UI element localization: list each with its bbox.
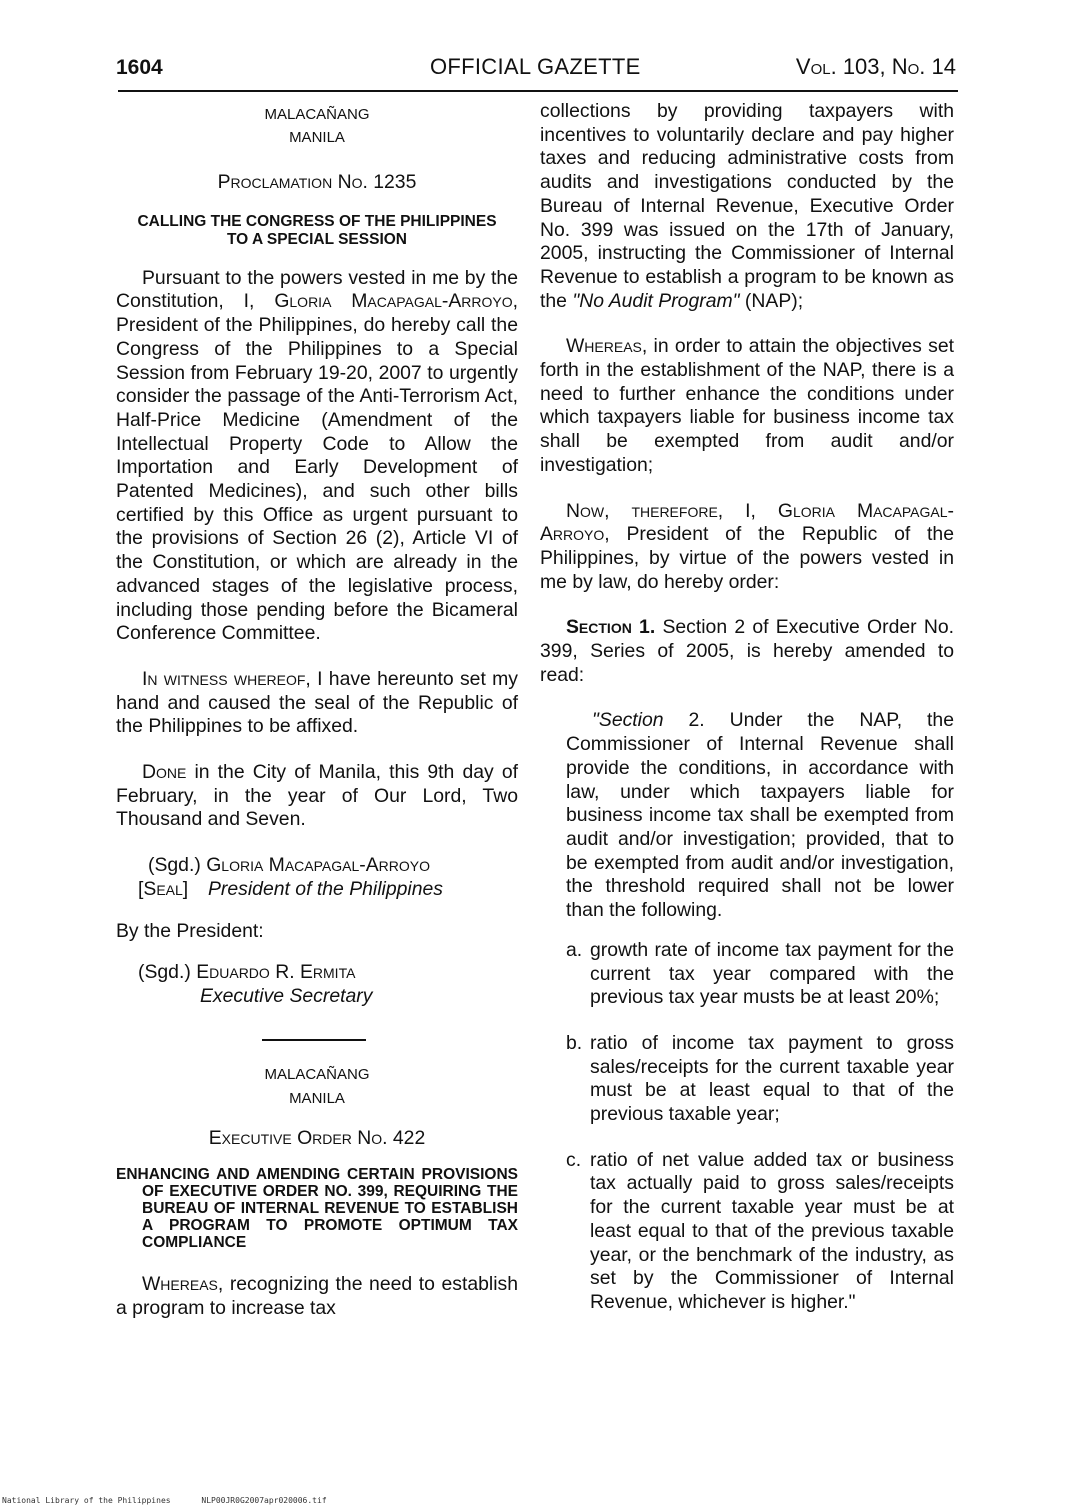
footer-library: National Library of the Philippines [2,1496,171,1505]
proclamation-body-lead: Pursuant to the powers vested in me by the Constitution, I, [116,266,518,313]
whereas-1-lead: Whereas [142,1273,218,1296]
sgd2-label: (Sgd.) [138,961,191,984]
eo-caption: ENHANCING AND AMENDING CERTAIN PROVISIONS OF EXECUTIVE ORDER NO. 399, REQUIRING THE BUREAU OF INTERNAL REVENUE TO ESTABLISH A PROGRAM TO PROMOTE OPTIMUM TAX COMPLIANCE [116,1166,518,1252]
list-item-text: ratio of net value added tax or business tax actually paid to gross sales/receipts for the current taxable year must be at least equal to that of the previous taxable year, or the benchmark of the industry, as set by the Commissioner of Internal Revenue, whichever is higher." [590,1148,954,1313]
by-president: By the President: [116,919,264,942]
page-header [112,52,958,82]
secretary-signature-block [138,961,518,1008]
now-name: Gloria Macapagal-Arroyo [540,499,954,546]
list-item-letter: c. [566,1148,582,1171]
signatory-name: Gloria Macapagal-Arroyo [206,854,431,877]
nap-name: "No Audit Program" [572,289,740,312]
now-mid: , I, [717,499,756,522]
done-lead: Done [142,761,187,784]
eo-city: MANILA [289,1089,345,1107]
whereas-2 [540,335,954,477]
proclamation-body-rest: , President of the Philippines, do hereby call the Congress of the Philippines to a Special Session from February 19-20, 2007 to urgently consider the passage of the Anti-Terrorism Act, Half-Price Medicine (Amendment of the Intellectual Property Code to Allow the Importation and Early Development of Patented Medicines), and such other bills certified by this Office as urgent pursuant to the provisions of Section 26 (2), Article VI of the Constitution, or which are already in the advanced stages of the legislative process, including those pending before the Bicameral Conference Committee. [116,290,518,645]
seal-label: [Seal] [138,877,189,900]
signatory-title: President of the Philippines [208,877,443,900]
whereas-1-right-a: collections by providing taxpayers with incentives to voluntarily declare and pay higher taxes and reducing administrative costs from audits and investigations conducted by the Bureau of Internal Revenue, Executive Order No. 399 was issued on the 17th of January, 2005, instructing the Commissioner of Internal Revenue to establish a program to be known as the [540,100,954,312]
right-column [540,100,954,1315]
secretary-name: Eduardo R. Ermita [196,961,356,984]
list-item [540,1032,954,1127]
witness-rest: , I have hereunto set my hand and caused the seal of the Republic of the Philippines to be affixed. [116,667,518,738]
done-clause [116,761,518,832]
volume-issue: Vol. 103, No. 14 [795,54,956,79]
amended-section [540,709,954,922]
left-column [116,100,518,1321]
list-item-text: ratio of income tax payment to gross sales/receipts for the current taxable year must be at least equal to that of the previous taxable year; [590,1031,954,1126]
whereas-1-right-b: (NAP); [739,289,804,312]
page-number: 1604 [116,56,163,79]
proclamation-title: Proclamation No. 1235 [217,171,417,193]
list-item [540,939,954,1010]
president-name: Gloria Macapagal-Arroyo [274,290,513,313]
threshold-list [540,939,954,1315]
footer-file: NLP00JR0G2007apr020006.tif [201,1496,327,1505]
list-item-text: growth rate of income tax payment for the current tax year compared with the previous tax year musts be at least 20%; [590,938,954,1009]
now-rest: , President of the Republic of the Philippines, by virtue of the powers vested in me by law, do hereby order: [540,523,954,593]
secretary-title: Executive Secretary [200,984,373,1007]
gazette-title: OFFICIAL GAZETTE [430,54,641,79]
whereas-1-continued [540,100,954,313]
witness-lead: In witness whereof [142,667,306,690]
proclamation-caption-2: TO A SPECIAL SESSION [226,230,407,248]
sgd-label: (Sgd.) [148,854,201,877]
proclamation-office: MALACAÑANG [264,106,370,123]
list-item [540,1149,954,1315]
president-signature-block [138,854,518,901]
done-rest: in the City of Manila, this 9th day of February, in the year of Our Lord, Two Thousand and Seven. [116,761,518,831]
now-lead: Now, therefore [566,499,718,522]
scan-footer [2,1496,353,1505]
eo-office: MALACAÑANG [264,1065,370,1083]
header-rule [118,90,958,92]
list-item-letter: b. [566,1031,583,1054]
whereas-2-lead: Whereas [566,335,642,358]
proclamation-caption-1: CALLING THE CONGRESS OF THE PHILIPPINES [137,212,497,230]
amended-section-text [566,709,954,922]
whereas-2-rest: , in order to attain the objectives set forth in the establishment of the NAP, there is a need to further enhance the conditions under which taxpayers liable for business income tax shall be exempted from audit and/or investigation; [540,335,954,476]
eo-title: Executive Order No. 422 [208,1126,426,1149]
now-therefore [540,500,954,595]
section-1-rest: Section 2 of Executive Order No. 399, Series of 2005, is hereby amended to read: [540,616,954,686]
quote-rest: 2. Under the NAP, the Commissioner of Internal Revenue shall provide the conditions, in accordance with law, under which taxpayers liable for business income tax shall be exempted from audit and/or investigation; provided, that to be exempted from audit and/or investigation, the threshold required shall not be lower than the following. [566,709,954,922]
proclamation-city: MANILA [289,129,345,146]
section-1 [540,616,954,687]
quote-lead: "Section [592,709,664,732]
list-item-letter: a. [566,938,583,961]
section-divider [262,1039,366,1041]
whereas-1-left: , recognizing the need to establish a program to increase tax [116,1273,518,1320]
witness-clause [116,668,518,739]
proclamation-body [116,267,518,646]
section-1-label: Section 1. [566,616,656,639]
whereas-1-start [116,1273,518,1320]
